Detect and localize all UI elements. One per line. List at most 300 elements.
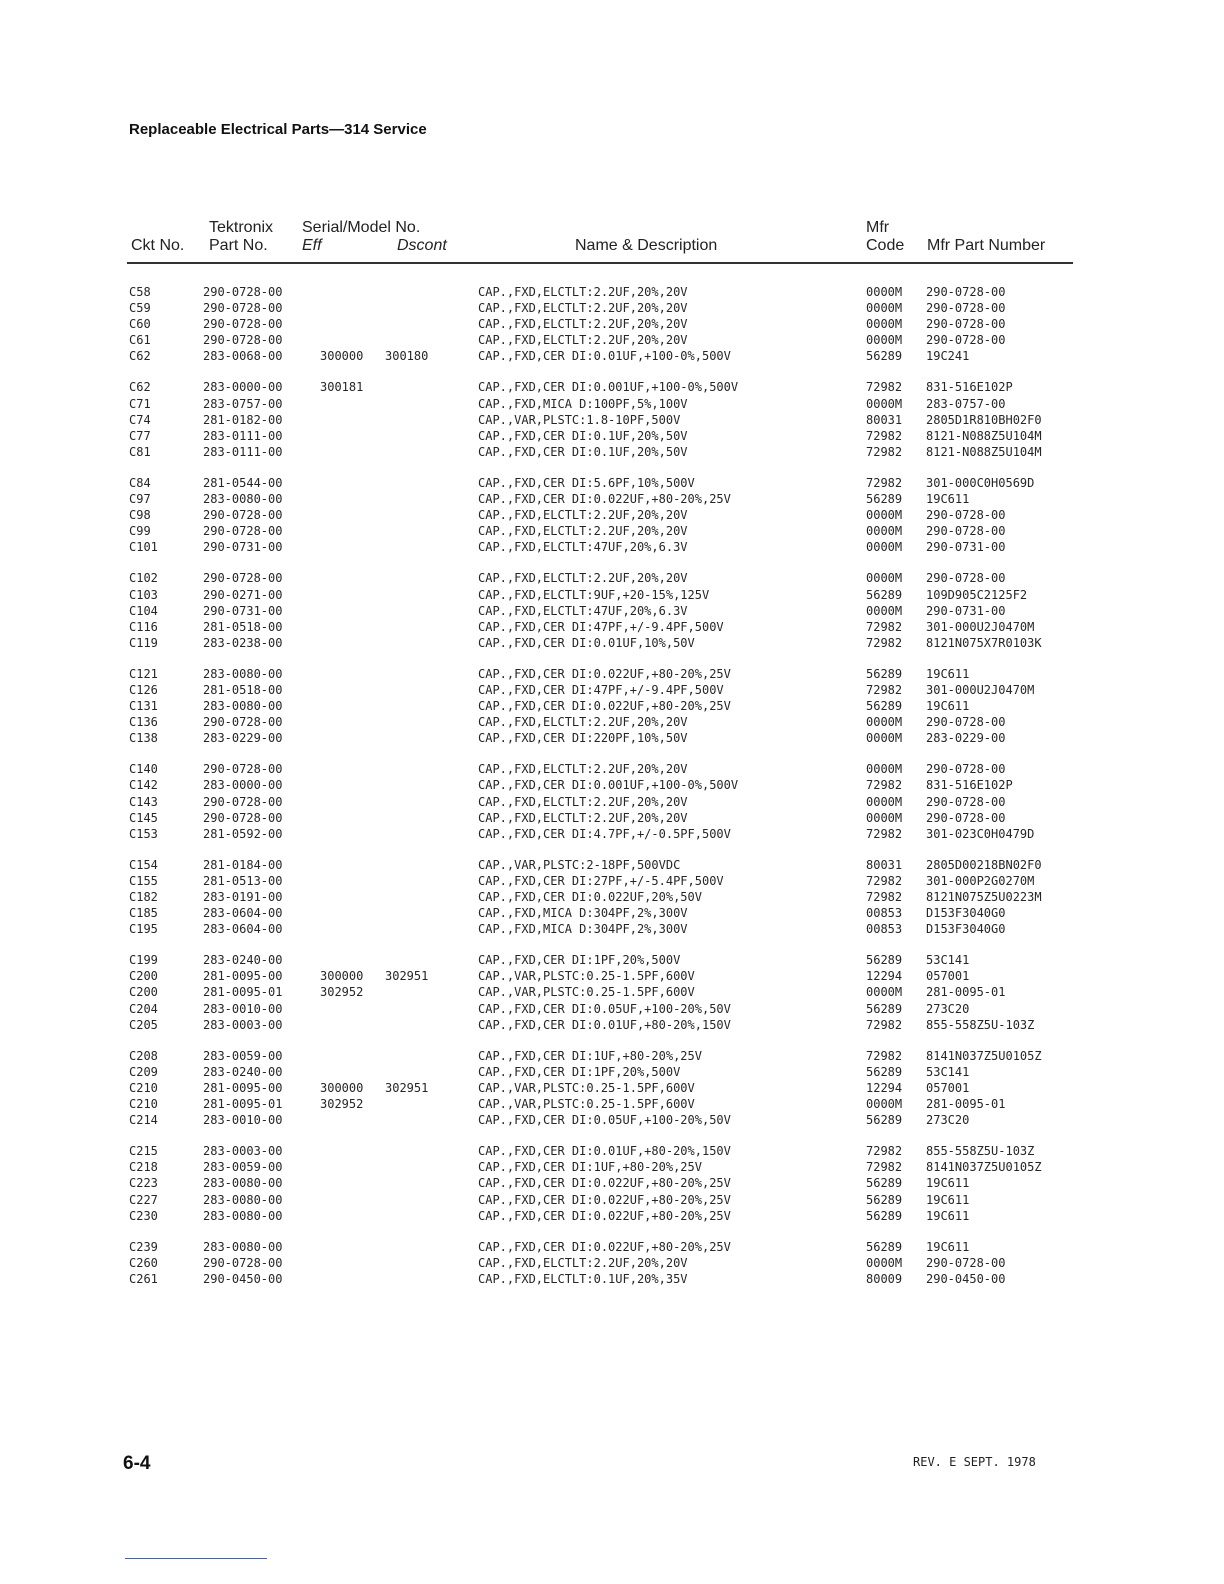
part-group [0,761,1224,841]
part-no-cell: 283-0191-00 [203,890,283,904]
description-cell: CAP.,FXD,CER DI:0.022UF,+80-20%,25V [478,492,731,507]
mfr-part-number-cell: 53C141 [926,1064,970,1079]
table-row [0,619,1224,635]
table-row [0,507,1224,523]
ckt-no-cell: C261 [129,1271,158,1286]
ckt-no-cell: C97 [129,492,151,507]
mfr-part-number-cell: 290-0731-00 [926,603,1006,618]
table-row [0,412,1224,428]
mfr-code-cell: 56289 [866,1239,903,1254]
table-row [0,1143,1224,1159]
part-no-cell: 281-0184-00 [203,857,283,872]
mfr-code-cell: 0000M [866,731,903,746]
mfr-part-number-cell: 290-0450-00 [926,1271,1006,1286]
ckt-no-cell: C84 [129,475,151,490]
serial-eff-cell: 300000 [320,1080,364,1095]
mfr-code-cell: 72982 [866,1017,903,1032]
table-row [0,666,1224,682]
mfr-part-number-cell: 301-000U2J0470M [926,619,1035,634]
mfr-code-cell: 56289 [866,666,903,681]
mfr-code-cell: 72982 [866,1160,903,1175]
ckt-no-cell: C103 [129,587,158,602]
description-cell: CAP.,FXD,ELCTLT:9UF,+20-15%,125V [478,587,710,602]
ckt-no-cell: C204 [129,1001,158,1016]
mfr-part-number-cell: 290-0728-00 [926,571,1006,586]
part-no-cell: 283-0080-00 [203,492,283,507]
description-cell: CAP.,FXD,CER DI:0.022UF,+80-20%,25V [478,1176,731,1191]
mfr-code-cell: 0000M [866,571,903,586]
part-no-cell: 290-0728-00 [203,285,283,299]
description-cell: CAP.,FXD,CER DI:0.022UF,+80-20%,25V [478,1239,731,1254]
part-no-cell: 290-0728-00 [203,762,283,777]
description-cell: CAP.,FXD,ELCTLT:2.2UF,20%,20V [478,301,688,316]
mfr-code-cell: 72982 [866,1048,903,1063]
ckt-no-cell: C209 [129,1064,158,1079]
header-name-description: Name & Description [575,237,718,254]
part-no-cell: 290-0728-00 [203,317,283,332]
header-ckt-no: Ckt No. [131,237,185,254]
mfr-part-number-cell: 290-0728-00 [926,1255,1006,1270]
ckt-no-cell: C143 [129,794,158,809]
mfr-part-number-cell: 281-0095-01 [926,985,1006,1000]
ckt-no-cell: C62 [129,380,151,395]
revision-note: REV. E SEPT. 1978 [913,1455,1036,1469]
table-row [0,539,1224,555]
serial-dscont-cell: 302951 [385,1080,429,1095]
table-row [0,1048,1224,1064]
description-cell: CAP.,FXD,CER DI:0.01UF,+100-0%,500V [478,349,731,364]
mfr-code-cell: 56289 [866,1176,903,1191]
part-no-cell: 290-0731-00 [203,540,283,555]
mfr-code-cell: 12294 [866,1080,903,1095]
ckt-no-cell: C215 [129,1144,158,1159]
mfr-code-cell: 0000M [866,317,903,332]
table-row [0,1080,1224,1096]
ckt-no-cell: C102 [129,571,158,586]
mfr-part-number-cell: 8141N037Z5U0105Z [926,1048,1042,1063]
mfr-part-number-cell: 290-0728-00 [926,810,1006,825]
mfr-code-cell: 56289 [866,1192,903,1207]
mfr-part-number-cell: 290-0728-00 [926,317,1006,332]
description-cell: CAP.,FXD,ELCTLT:2.2UF,20%,20V [478,1255,688,1270]
mfr-code-cell: 0000M [866,1097,903,1112]
mfr-part-number-cell: 8121-N088Z5U104M [926,428,1042,443]
ckt-no-cell: C71 [129,396,151,411]
ckt-no-cell: C131 [129,699,158,714]
description-cell: CAP.,FXD,ELCTLT:47UF,20%,6.3V [478,540,688,555]
mfr-part-number-cell: 831-516E102P [926,380,1013,395]
part-no-cell: 283-0604-00 [203,922,283,937]
serial-dscont-cell: 300180 [385,349,429,364]
part-no-cell: 290-0728-00 [203,794,283,809]
mfr-code-cell: 72982 [866,635,903,650]
description-cell: CAP.,FXD,CER DI:47PF,+/-9.4PF,500V [478,682,724,697]
part-no-cell: 290-0728-00 [203,715,283,730]
parts-table [0,284,1224,1302]
part-group [0,475,1224,555]
description-cell: CAP.,FXD,CER DI:47PF,+/-9.4PF,500V [478,619,724,634]
mfr-code-cell: 0000M [866,985,903,1000]
description-cell: CAP.,VAR,PLSTC:0.25-1.5PF,600V [478,969,695,984]
header-code: Code [866,237,905,254]
part-no-cell: 281-0095-00 [203,1080,283,1095]
mfr-code-cell: 72982 [866,380,903,395]
part-no-cell: 283-0010-00 [203,1001,283,1016]
description-cell: CAP.,FXD,MICA D:304PF,2%,300V [478,906,688,921]
description-cell: CAP.,FXD,ELCTLT:2.2UF,20%,20V [478,317,688,332]
part-no-cell: 283-0240-00 [203,953,283,968]
table-row [0,1255,1224,1271]
part-no-cell: 281-0513-00 [203,873,283,888]
description-cell: CAP.,FXD,MICA D:304PF,2%,300V [478,922,688,937]
mfr-part-number-cell: 301-000C0H0569D [926,475,1035,490]
ckt-no-cell: C230 [129,1208,158,1223]
description-cell: CAP.,FXD,CER DI:1PF,20%,500V [478,953,681,968]
part-group [0,1239,1224,1287]
header-eff: Eff [302,237,322,254]
mfr-code-cell: 0000M [866,333,903,348]
ckt-no-cell: C239 [129,1239,158,1254]
page-title: Replaceable Electrical Parts—314 Service [129,121,427,138]
part-group [0,570,1224,650]
mfr-part-number-cell: 290-0728-00 [926,285,1006,299]
description-cell: CAP.,VAR,PLSTC:0.25-1.5PF,600V [478,985,695,1000]
mfr-code-cell: 72982 [866,619,903,634]
description-cell: CAP.,FXD,ELCTLT:2.2UF,20%,20V [478,715,688,730]
mfr-part-number-cell: 301-023C0H0479D [926,826,1035,841]
part-no-cell: 283-0604-00 [203,906,283,921]
part-no-cell: 290-0728-00 [203,1255,283,1270]
part-no-cell: 290-0728-00 [203,301,283,316]
ckt-no-cell: C62 [129,349,151,364]
description-cell: CAP.,FXD,CER DI:1PF,20%,500V [478,1064,681,1079]
mfr-code-cell: 80031 [866,412,903,427]
mfr-code-cell: 56289 [866,953,903,968]
description-cell: CAP.,FXD,CER DI:0.022UF,+80-20%,25V [478,1208,731,1223]
table-row [0,332,1224,348]
description-cell: CAP.,FXD,CER DI:1UF,+80-20%,25V [478,1160,702,1175]
header-rule [127,262,1073,264]
part-no-cell: 283-0003-00 [203,1017,283,1032]
part-group [0,1048,1224,1128]
description-cell: CAP.,FXD,ELCTLT:2.2UF,20%,20V [478,810,688,825]
description-cell: CAP.,FXD,ELCTLT:2.2UF,20%,20V [478,524,688,539]
header-mfr: Mfr [866,219,890,236]
mfr-code-cell: 56289 [866,1113,903,1128]
mfr-part-number-cell: 19C611 [926,1176,970,1191]
mfr-code-cell: 80031 [866,857,903,872]
description-cell: CAP.,FXD,CER DI:0.1UF,20%,50V [478,444,688,459]
mfr-part-number-cell: 53C141 [926,953,970,968]
table-row [0,300,1224,316]
table-row [0,1239,1224,1255]
description-cell: CAP.,FXD,ELCTLT:2.2UF,20%,20V [478,285,688,299]
table-row [0,348,1224,364]
part-no-cell: 283-0010-00 [203,1113,283,1128]
mfr-code-cell: 56289 [866,349,903,364]
part-no-cell: 283-0080-00 [203,1239,283,1254]
mfr-code-cell: 56289 [866,699,903,714]
ckt-no-cell: C138 [129,731,158,746]
ckt-no-cell: C77 [129,428,151,443]
mfr-code-cell: 80009 [866,1271,903,1286]
serial-eff-cell: 300000 [320,969,364,984]
mfr-part-number-cell: 19C611 [926,1192,970,1207]
mfr-part-number-cell: 301-000P2G0270M [926,873,1035,888]
mfr-part-number-cell: 2805D1R810BH02F0 [926,412,1042,427]
ckt-no-cell: C200 [129,969,158,984]
part-no-cell: 281-0592-00 [203,826,283,841]
part-no-cell: 290-0728-00 [203,571,283,586]
table-row [0,570,1224,586]
part-no-cell: 281-0518-00 [203,682,283,697]
part-no-cell: 283-0059-00 [203,1048,283,1063]
mfr-code-cell: 56289 [866,492,903,507]
header-tektronix: Tektronix [209,219,274,236]
description-cell: CAP.,VAR,PLSTC:0.25-1.5PF,600V [478,1080,695,1095]
part-no-cell: 281-0095-01 [203,985,283,1000]
mfr-part-number-cell: 273C20 [926,1113,970,1128]
table-row [0,777,1224,793]
footer-link-line [125,1558,267,1559]
part-no-cell: 283-0229-00 [203,731,283,746]
description-cell: CAP.,FXD,ELCTLT:47UF,20%,6.3V [478,603,688,618]
part-no-cell: 283-0080-00 [203,666,283,681]
mfr-part-number-cell: 057001 [926,1080,970,1095]
mfr-code-cell: 72982 [866,778,903,793]
part-group [0,284,1224,364]
table-row [0,379,1224,395]
description-cell: CAP.,FXD,ELCTLT:2.2UF,20%,20V [478,333,688,348]
ckt-no-cell: C74 [129,412,151,427]
part-no-cell: 283-0080-00 [203,1192,283,1207]
mfr-part-number-cell: 19C241 [926,349,970,364]
mfr-code-cell: 72982 [866,873,903,888]
description-cell: CAP.,FXD,CER DI:0.022UF,20%,50V [478,890,702,904]
description-cell: CAP.,FXD,CER DI:0.1UF,20%,50V [478,428,688,443]
part-group [0,1143,1224,1223]
part-no-cell: 283-0068-00 [203,349,283,364]
table-row [0,284,1224,300]
mfr-code-cell: 56289 [866,1001,903,1016]
ckt-no-cell: C199 [129,953,158,968]
mfr-part-number-cell: 8141N037Z5U0105Z [926,1160,1042,1175]
mfr-code-cell: 56289 [866,1208,903,1223]
table-row [0,730,1224,746]
mfr-code-cell: 00853 [866,922,903,937]
mfr-part-number-cell: 283-0757-00 [926,396,1006,411]
description-cell: CAP.,FXD,CER DI:4.7PF,+/-0.5PF,500V [478,826,731,841]
description-cell: CAP.,VAR,PLSTC:0.25-1.5PF,600V [478,1097,695,1112]
ckt-no-cell: C227 [129,1192,158,1207]
mfr-code-cell: 72982 [866,826,903,841]
description-cell: CAP.,FXD,ELCTLT:2.2UF,20%,20V [478,571,688,586]
mfr-part-number-cell: 290-0728-00 [926,508,1006,523]
table-row [0,968,1224,984]
ckt-no-cell: C104 [129,603,158,618]
mfr-part-number-cell: 281-0095-01 [926,1097,1006,1112]
table-row [0,444,1224,460]
table-row [0,428,1224,444]
header-dscont: Dscont [397,237,447,254]
mfr-code-cell: 0000M [866,810,903,825]
mfr-part-number-cell: 290-0728-00 [926,762,1006,777]
table-row [0,316,1224,332]
table-row [0,952,1224,968]
ckt-no-cell: C58 [129,285,151,299]
part-no-cell: 281-0095-01 [203,1097,283,1112]
mfr-code-cell: 56289 [866,1064,903,1079]
ckt-no-cell: C99 [129,524,151,539]
mfr-code-cell: 0000M [866,301,903,316]
mfr-part-number-cell: 19C611 [926,699,970,714]
table-row [0,587,1224,603]
part-no-cell: 283-0000-00 [203,380,283,395]
ckt-no-cell: C142 [129,778,158,793]
description-cell: CAP.,FXD,ELCTLT:2.2UF,20%,20V [478,794,688,809]
table-row [0,491,1224,507]
ckt-no-cell: C208 [129,1048,158,1063]
ckt-no-cell: C140 [129,762,158,777]
part-no-cell: 283-0000-00 [203,778,283,793]
table-row [0,889,1224,905]
table-row [0,794,1224,810]
table-row [0,396,1224,412]
table-row [0,714,1224,730]
table-row [0,1096,1224,1112]
mfr-part-number-cell: 19C611 [926,1208,970,1223]
ckt-no-cell: C98 [129,508,151,523]
mfr-code-cell: 0000M [866,508,903,523]
description-cell: CAP.,FXD,CER DI:5.6PF,10%,500V [478,475,695,490]
mfr-part-number-cell: 301-000U2J0470M [926,682,1035,697]
table-row [0,1064,1224,1080]
part-no-cell: 290-0728-00 [203,810,283,825]
mfr-part-number-cell: 283-0229-00 [926,731,1006,746]
mfr-part-number-cell: 109D905C2125F2 [926,587,1028,602]
description-cell: CAP.,FXD,CER DI:0.001UF,+100-0%,500V [478,380,739,395]
table-row [0,1017,1224,1033]
mfr-part-number-cell: 8121-N088Z5U104M [926,444,1042,459]
mfr-code-cell: 0000M [866,524,903,539]
table-row [0,826,1224,842]
mfr-part-number-cell: 290-0728-00 [926,333,1006,348]
description-cell: CAP.,FXD,ELCTLT:0.1UF,20%,35V [478,1271,688,1286]
table-row [0,635,1224,651]
mfr-code-cell: 12294 [866,969,903,984]
page-number: 6-4 [123,1453,151,1474]
mfr-part-number-cell: 8121N075Z5U0223M [926,890,1042,904]
table-row [0,905,1224,921]
ckt-no-cell: C260 [129,1255,158,1270]
table-row [0,1112,1224,1128]
part-group [0,379,1224,459]
mfr-part-number-cell: 8121N075X7R0103K [926,635,1042,650]
mfr-part-number-cell: 290-0728-00 [926,524,1006,539]
part-no-cell: 283-0080-00 [203,699,283,714]
part-no-cell: 283-0059-00 [203,1160,283,1175]
mfr-part-number-cell: 290-0728-00 [926,715,1006,730]
serial-eff-cell: 300181 [320,380,364,395]
part-no-cell: 283-0080-00 [203,1208,283,1223]
table-row [0,810,1224,826]
mfr-code-cell: 0000M [866,715,903,730]
description-cell: CAP.,FXD,CER DI:0.022UF,+80-20%,25V [478,666,731,681]
part-no-cell: 290-0731-00 [203,603,283,618]
mfr-code-cell: 0000M [866,396,903,411]
table-row [0,603,1224,619]
ckt-no-cell: C210 [129,1080,158,1095]
description-cell: CAP.,FXD,CER DI:0.01UF,+80-20%,150V [478,1017,731,1032]
serial-dscont-cell: 302951 [385,969,429,984]
ckt-no-cell: C205 [129,1017,158,1032]
header-serial-model: Serial/Model No. [302,219,421,236]
part-no-cell: 283-0757-00 [203,396,283,411]
mfr-part-number-cell: 2805D00218BN02F0 [926,857,1042,872]
ckt-no-cell: C200 [129,985,158,1000]
table-row [0,523,1224,539]
mfr-code-cell: 0000M [866,762,903,777]
mfr-code-cell: 56289 [866,587,903,602]
part-no-cell: 283-0238-00 [203,635,283,650]
mfr-code-cell: 72982 [866,682,903,697]
header-mfr-part-number: Mfr Part Number [927,237,1046,254]
mfr-part-number-cell: D153F3040G0 [926,906,1006,921]
mfr-code-cell: 0000M [866,603,903,618]
mfr-code-cell: 0000M [866,794,903,809]
table-row [0,1159,1224,1175]
table-row [0,682,1224,698]
description-cell: CAP.,FXD,CER DI:220PF,10%,50V [478,731,688,746]
part-no-cell: 281-0182-00 [203,412,283,427]
description-cell: CAP.,FXD,ELCTLT:2.2UF,20%,20V [478,508,688,523]
header-part-no: Part No. [209,237,268,254]
table-row [0,1271,1224,1287]
description-cell: CAP.,FXD,CER DI:0.001UF,+100-0%,500V [478,778,739,793]
ckt-no-cell: C153 [129,826,158,841]
ckt-no-cell: C126 [129,682,158,697]
ckt-no-cell: C60 [129,317,151,332]
ckt-no-cell: C81 [129,444,151,459]
mfr-code-cell: 72982 [866,1144,903,1159]
ckt-no-cell: C119 [129,635,158,650]
description-cell: CAP.,FXD,CER DI:0.022UF,+80-20%,25V [478,699,731,714]
ckt-no-cell: C145 [129,810,158,825]
description-cell: CAP.,FXD,CER DI:0.05UF,+100-20%,50V [478,1001,731,1016]
description-cell: CAP.,FXD,CER DI:0.01UF,+80-20%,150V [478,1144,731,1159]
description-cell: CAP.,FXD,CER DI:0.01UF,10%,50V [478,635,695,650]
mfr-code-cell: 0000M [866,540,903,555]
ckt-no-cell: C185 [129,906,158,921]
table-row [0,475,1224,491]
ckt-no-cell: C155 [129,873,158,888]
part-no-cell: 283-0111-00 [203,444,283,459]
ckt-no-cell: C121 [129,666,158,681]
mfr-part-number-cell: 290-0728-00 [926,794,1006,809]
serial-eff-cell: 302952 [320,1097,364,1112]
ckt-no-cell: C223 [129,1176,158,1191]
description-cell: CAP.,FXD,CER DI:0.05UF,+100-20%,50V [478,1113,731,1128]
part-no-cell: 290-0271-00 [203,587,283,602]
part-no-cell: 283-0080-00 [203,1176,283,1191]
table-row [0,698,1224,714]
table-row [0,761,1224,777]
ckt-no-cell: C101 [129,540,158,555]
description-cell: CAP.,VAR,PLSTC:2-18PF,500VDC [478,857,681,872]
part-no-cell: 283-0240-00 [203,1064,283,1079]
description-cell: CAP.,FXD,CER DI:1UF,+80-20%,25V [478,1048,702,1063]
description-cell: CAP.,FXD,CER DI:0.022UF,+80-20%,25V [478,1192,731,1207]
